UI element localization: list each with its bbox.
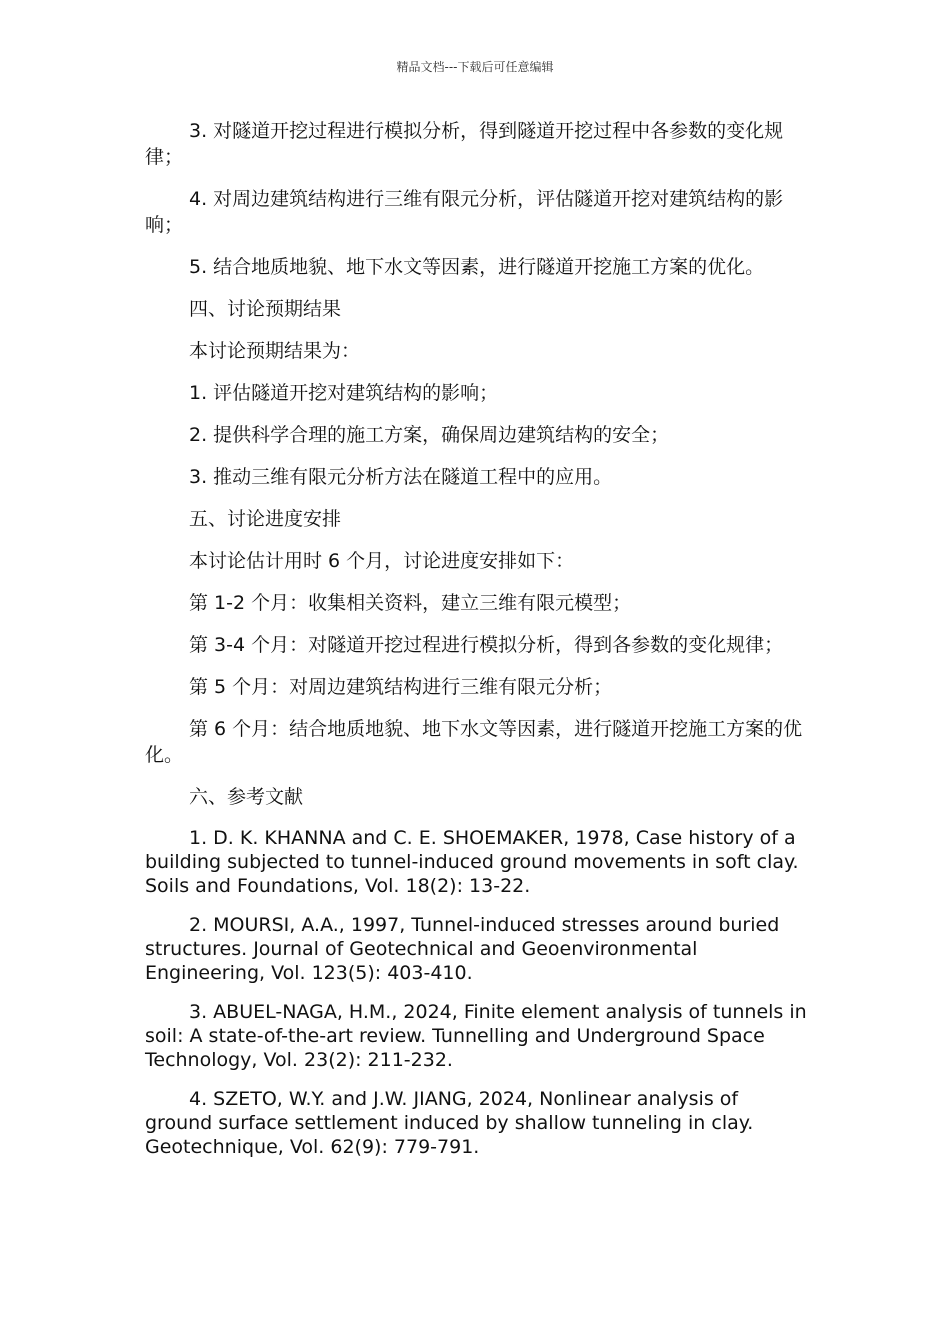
schedule-month-5: 第 5 个月：对周边建筑结构进行三维有限元分析； [189,676,613,698]
reference-item: 2. MOURSI, A.A., 1997, Tunnel-induced stresses around buried structures. Journal of Geotechnical and Geoenvironmental Engineering, Vol. 123(5): 403-410. [145,914,780,984]
schedule-intro: 本讨论估计用时 6 个月，讨论进度安排如下： [189,550,575,572]
section-heading-expected-results: 四、讨论预期结果 [189,298,342,320]
document-body [145,118,807,1174]
schedule-month-3-4: 第 3-4 个月：对隧道开挖过程进行模拟分析，得到各参数的变化规律； [189,634,784,656]
page-header: 精品文档---下载后可任意编辑 [396,60,554,74]
research-item-4: 4. 对周边建筑结构进行三维有限元分析，评估隧道开挖对建筑结构的影响； [145,188,784,236]
schedule-month-6: 第 6 个月：结合地质地貌、地下水文等因素，进行隧道开挖施工方案的优化。 [145,718,803,766]
expected-result-3: 3. 推动三维有限元分析方法在隧道工程中的应用。 [189,466,613,488]
expected-results-intro: 本讨论预期结果为： [189,340,361,362]
schedule-month-1-2: 第 1-2 个月：收集相关资料，建立三维有限元模型； [189,592,632,614]
reference-item: 1. D. K. KHANNA and C. E. SHOEMAKER, 1978, Case history of a building subjected to tunnel-induced ground movements in soft clay. Soils and Foundations, Vol. 18(2): 13-22. [145,827,799,897]
research-item-3: 3. 对隧道开挖过程进行模拟分析，得到隧道开挖过程中各参数的变化规律； [145,120,784,168]
reference-item: 3. ABUEL-NAGA, H.M., 2024, Finite element analysis of tunnels in soil: A state-of-the-art review. Tunnelling and Underground Space Technology, Vol. 23(2): 211-232. [145,1001,807,1071]
section-heading-schedule: 五、讨论进度安排 [189,508,342,530]
section-heading-references: 六、参考文献 [189,786,304,808]
research-item-5: 5. 结合地质地貌、地下水文等因素，进行隧道开挖施工方案的优化。 [189,256,765,278]
expected-result-1: 1. 评估隧道开挖对建筑结构的影响； [189,382,499,404]
reference-item: 4. SZETO, W.Y. and J.W. JIANG, 2024, Nonlinear analysis of ground surface settlement induced by shallow tunneling in clay. Geotechnique, Vol. 62(9): 779-791. [145,1088,754,1158]
expected-result-2: 2. 提供科学合理的施工方案，确保周边建筑结构的安全； [189,424,670,446]
